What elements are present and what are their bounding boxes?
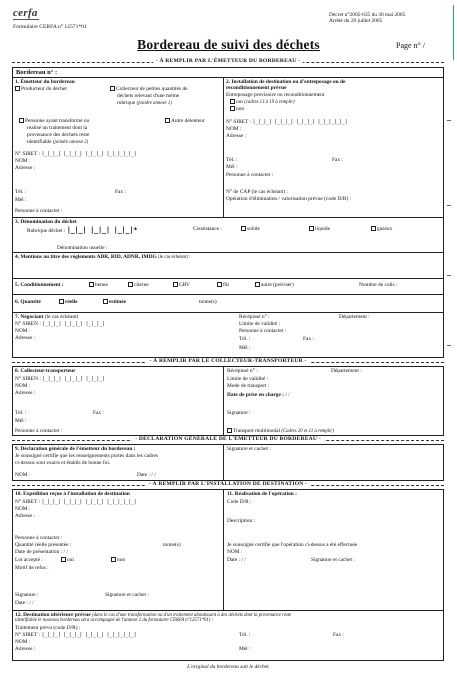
section-2-destination <box>224 78 443 218</box>
liquide-option[interactable] <box>309 226 330 232</box>
section-2-title: 2. Installation de destination ou d'entreposage ou de <box>226 79 346 85</box>
emitter-mel-field[interactable]: Mél : <box>15 197 27 203</box>
reelle-label: réelle <box>65 299 78 305</box>
date-label: Date : <box>137 472 151 478</box>
transporter-signature-field[interactable]: Signature : <box>227 410 251 416</box>
presentation-date-label: Date de présentation : <box>15 549 63 555</box>
producer-label: Producteur du déchet <box>21 86 67 92</box>
fut-checkbox[interactable] <box>217 282 222 287</box>
transporter-mel-field[interactable]: Mél : <box>15 418 27 424</box>
trader-limite-field[interactable]: Limite de validité : <box>239 321 281 327</box>
multimodal-label: Transport multimodal <box>233 428 280 434</box>
benne-option[interactable] <box>89 282 108 288</box>
cerfa-logo: cerfa <box>13 7 38 19</box>
siret-label: N° SIRET : <box>15 499 41 505</box>
edge-tick <box>447 205 451 206</box>
siren-digit-boxes[interactable]: |_|_|_| |_|_|_| |_|_|_| <box>42 376 105 382</box>
reception-siret-field[interactable] <box>15 499 136 506</box>
logo-underline <box>13 19 39 20</box>
band-declaration <box>12 436 444 444</box>
non-label: non <box>117 557 126 563</box>
section-12-note-2: identifiable le nouveau bordereau sera accompagné de l'annexe 2 du formulaire CERFA n°12571*01) : <box>15 618 214 623</box>
person-transformed-line4 <box>27 139 88 146</box>
declaration-signature-field[interactable]: Signature et cachet : <box>227 446 271 452</box>
trader-contact-field[interactable]: Personne à contacter : <box>239 328 287 334</box>
emitter-address-field[interactable]: Adresse : <box>15 165 36 171</box>
other-holder-checkbox[interactable] <box>165 118 170 123</box>
siret-label: N° SIRET : <box>226 119 252 125</box>
section-2-title-line2: reconditionnement prévue <box>226 85 287 91</box>
section-11-title: 11. Réalisation de l'opération : <box>227 491 297 497</box>
destination-address-field[interactable]: Adresse : <box>226 133 247 139</box>
declaration-date-field[interactable] <box>137 472 156 478</box>
section-4-title: 4. Mentions au titre des règlements ADR, RID, ADNR, IMDG <box>15 254 157 260</box>
transport-mode-field[interactable]: Mode de transport : <box>227 383 270 389</box>
destination-tel-field[interactable]: Tél. : <box>226 157 238 163</box>
consistance-label: Consistance : <box>193 226 222 232</box>
section-8-title: 8. Collecteur-transporteur <box>15 368 76 374</box>
quantity-presented-field[interactable]: Quantité réelle présentée : <box>15 542 72 548</box>
transporter-fax-field[interactable]: Fax : <box>93 410 104 416</box>
trader-recepisse-field[interactable]: Récépissé n° : <box>239 314 270 320</box>
section-8-transporter <box>12 366 444 436</box>
producer-option[interactable] <box>15 86 67 92</box>
benne-checkbox[interactable] <box>89 282 94 287</box>
page-title: Bordereau de suivi des déchets <box>137 37 320 52</box>
trader-departement-field[interactable]: Département : <box>339 314 370 320</box>
divider <box>13 610 443 611</box>
section-12-note-1: (dans le cas d'une transformation ou d'un traitement aboutissant à des déchets dont la provenance reste <box>92 613 292 618</box>
ulterior-tel-field[interactable]: Tél. : <box>239 632 251 638</box>
siret-label: N° SIRET : <box>15 632 41 638</box>
rubrique-field[interactable] <box>27 226 137 234</box>
trader-tel-field[interactable]: Tél. : <box>239 336 251 342</box>
lot-oui-checkbox[interactable] <box>61 557 66 562</box>
siret-digit-boxes[interactable]: |_|_|_| |_|_|_| |_|_|_| |_|_|_|_|_| <box>41 499 137 505</box>
citerne-label: citerne <box>134 282 149 288</box>
pickup-date-label: Date de prise en charge : <box>227 392 285 398</box>
ulterior-fax-field[interactable]: Fax : <box>333 632 344 638</box>
oui-label: oui <box>236 99 243 105</box>
operation-nom-field[interactable]: NOM : <box>227 549 243 555</box>
collector-small-label: Collecteur de petites quantités de <box>116 86 188 92</box>
section-4-note: (le cas échéant) : <box>158 255 191 260</box>
collector-small-option[interactable] <box>110 86 188 92</box>
lot-non-option[interactable] <box>111 557 125 563</box>
reception-address-field[interactable]: Adresse : <box>15 513 36 519</box>
section-3-title: 3. Dénomination du déchet <box>15 219 77 225</box>
band-collector-label: - À REMPLIR PAR LE COLLECTEUR-TRANSPORTEUR - <box>146 358 309 364</box>
collector-rubrique-label: rubrique <box>117 100 136 106</box>
section-3-waste <box>13 218 443 252</box>
siren-label: N° SIREN : <box>15 321 41 327</box>
edge-tick <box>447 120 451 121</box>
ulterior-siret-field[interactable] <box>15 632 136 639</box>
estimee-label: estimée <box>109 299 127 305</box>
column-divider <box>223 445 224 480</box>
emitter-fax-field[interactable]: Fax : <box>115 189 126 195</box>
denomination-field[interactable]: Dénomination usuelle : <box>57 245 108 251</box>
grv-label: GRV <box>179 282 190 288</box>
liquide-label: liquide <box>315 226 330 232</box>
lot-non-checkbox[interactable] <box>111 557 116 562</box>
reception-nom-field[interactable]: NOM : <box>15 506 31 512</box>
ulterior-mel-field[interactable]: Mél : <box>239 646 251 652</box>
band-emitter <box>12 58 444 66</box>
entreposage-non-option[interactable] <box>230 106 244 112</box>
fut-label: fût <box>223 282 229 288</box>
citerne-checkbox[interactable] <box>128 282 133 287</box>
identifiable-label: identifiable <box>27 139 52 145</box>
autre-checkbox[interactable] <box>255 282 260 287</box>
multimodal-note: (Cadres 20 et 21 à remplir) <box>281 429 334 434</box>
grv-option[interactable] <box>173 282 190 288</box>
section-5-title: 5. Conditionnement : <box>15 282 64 288</box>
operation-description-field[interactable]: Description : <box>227 518 255 524</box>
refusal-reason-field[interactable]: Motif de refus : <box>15 565 49 571</box>
collector-small-checkbox[interactable] <box>110 86 115 91</box>
planned-treatment-field[interactable]: Traitement prévu (code D/R) : <box>15 625 81 631</box>
lot-accepted-label: Lot accepté : <box>15 557 43 563</box>
transporter-siren-field[interactable] <box>15 376 105 383</box>
transporter-recepisse-field[interactable]: Récépissé n° : <box>227 368 258 374</box>
gazeux-label: gazeux <box>377 226 393 232</box>
siret-digit-boxes[interactable]: |_|_|_| |_|_|_| |_|_|_| |_|_|_|_|_| <box>41 151 137 157</box>
presentation-date-field[interactable] <box>15 549 68 555</box>
autre-option[interactable] <box>255 282 294 288</box>
quantity-tonnes-label: tonne(s) <box>163 542 181 548</box>
destination-mel-field[interactable]: Mél : <box>226 164 238 170</box>
estimee-option[interactable] <box>103 299 126 305</box>
emitter-block <box>12 67 444 358</box>
transporter-nom-field[interactable]: NOM : <box>15 383 31 389</box>
decree-line-1: Décret n°2005-635 du 30 mai 2005 <box>329 12 406 18</box>
citerne-option[interactable] <box>128 282 149 288</box>
oui-note: (cadres 13 à 19 à remplir) <box>244 100 295 105</box>
oui-label: oui <box>67 557 74 563</box>
section-7-note: (le cas échéant) <box>44 314 79 320</box>
reception-date-field[interactable] <box>15 600 34 606</box>
section-4-regulations <box>13 253 443 278</box>
destination-siret-field[interactable] <box>226 119 347 126</box>
siren-digit-boxes[interactable]: |_|_|_| |_|_|_| |_|_|_| <box>42 321 105 327</box>
other-holder-label: Autre détenteur <box>171 118 205 124</box>
transporter-departement-field[interactable]: Département : <box>331 368 362 374</box>
estimee-checkbox[interactable] <box>103 299 108 304</box>
solide-label: solide <box>247 226 260 232</box>
ulterior-nom-field[interactable]: NOM : <box>15 639 31 645</box>
column-divider <box>223 367 224 435</box>
section-7-title: 7. Négociant <box>15 314 44 320</box>
date-slashes: / / <box>29 600 34 606</box>
date-slashes: / / <box>151 472 156 478</box>
collector-annex-note: (joindre annexe 1) <box>136 101 172 106</box>
operation-signature-field[interactable]: Signature et cachet : <box>311 557 355 563</box>
person-transformed-line3: provenance des déchets reste <box>27 132 90 138</box>
section-12-title: 12. Destination ultérieure prévue <box>15 612 91 618</box>
band-declaration-label: - DÉCLARATION GÉNÉRALE DE L'ÉMETTEUR DU BORDEREAU - <box>132 436 324 442</box>
emitter-contact-field[interactable]: Personne à contacter : <box>15 208 63 214</box>
section-1-emitter <box>13 78 223 218</box>
operation-certify-text: Je soussigné certifie que l'opération ci-dessus a été effectuée <box>227 542 358 548</box>
person-transformed-line2: réalisé un traitement dont la <box>27 125 88 131</box>
gazeux-option[interactable] <box>371 226 392 232</box>
band-destination-label: - À REMPLIR PAR L'INSTALLATION DE DESTINATION - <box>146 481 310 487</box>
form-reference: Formulaire CERFA n° 12571*01 <box>13 24 87 30</box>
multimodal-checkbox[interactable] <box>227 428 232 433</box>
section-1-title: 1. Émetteur du bordereau <box>15 79 75 85</box>
decree-line-2: Arrêté du 29 juillet 2005 <box>329 18 383 25</box>
date-slashes: / / <box>63 549 68 555</box>
siren-label: N° SIREN : <box>15 376 41 382</box>
colis-field[interactable]: Nombre de colis : <box>359 282 398 288</box>
edge-tick <box>447 275 451 276</box>
date-slashes: / / <box>241 557 246 563</box>
reelle-option[interactable] <box>59 299 78 305</box>
siret-label: N° SIRET : <box>15 151 41 157</box>
section-9-title: 9. Déclaration générale de l'émetteur du bordereau : <box>15 446 136 452</box>
decree-reference <box>329 12 429 25</box>
trader-mel-field[interactable]: Mél : <box>239 345 251 351</box>
liquide-checkbox[interactable] <box>309 226 314 231</box>
producer-checkbox[interactable] <box>15 86 20 91</box>
person-transformed-checkbox[interactable] <box>19 118 24 123</box>
transporter-tel-field[interactable]: Tél. : <box>15 410 27 416</box>
destination-contact-field[interactable]: Personne à contacter : <box>226 172 274 178</box>
section-7-trader <box>13 313 443 358</box>
gazeux-checkbox[interactable] <box>371 226 376 231</box>
declaration-text-2: ci-dessus sont exacts et établis de bonne foi. <box>15 460 111 466</box>
section-9-declaration <box>12 444 444 481</box>
other-holder-option[interactable] <box>165 118 205 124</box>
destination-block <box>12 489 444 661</box>
section-6-title: 6. Quantité <box>15 299 41 305</box>
transporter-contact-field[interactable]: Personne à contacter : <box>15 428 63 434</box>
collector-small-line2: déchets relevant d'une même <box>117 93 180 99</box>
transporter-address-field[interactable]: Adresse : <box>15 390 36 396</box>
declaration-text-1: Je soussigné certifie que les renseignements portés dans les cadres <box>15 453 158 459</box>
person-transformed-label: Personne ayant transformé ou <box>25 118 90 124</box>
edge-tick <box>447 345 451 346</box>
emitter-nom-field[interactable]: NOM : <box>15 158 31 164</box>
page-number-field[interactable]: Page n° / <box>396 41 425 50</box>
benne-label: benne <box>95 282 108 288</box>
reception-signature-field[interactable]: Signature : <box>15 592 39 598</box>
trader-address-field[interactable]: Adresse : <box>15 335 36 341</box>
siret-digit-boxes[interactable]: |_|_|_| |_|_|_| |_|_|_| |_|_|_|_|_| <box>41 632 137 638</box>
band-emitter-label: - À REMPLIR PAR L'ÉMETTEUR DU BORDEREAU - <box>153 58 303 64</box>
trader-nom-field[interactable]: NOM : <box>15 328 31 334</box>
lot-oui-option[interactable] <box>61 557 74 563</box>
entreposage-oui-checkbox[interactable] <box>230 99 235 104</box>
grv-checkbox[interactable] <box>173 282 178 287</box>
solide-checkbox[interactable] <box>241 226 246 231</box>
pickup-date-slashes: / / <box>285 392 290 398</box>
non-label: non <box>236 106 245 112</box>
regulations-field[interactable] <box>15 254 190 261</box>
operation-code-field[interactable]: Code D/R : <box>227 499 252 505</box>
section-5-packaging <box>13 279 443 294</box>
section-7-heading <box>15 314 78 320</box>
transporter-limite-field[interactable]: Limite de validité : <box>227 376 269 382</box>
ulterior-address-field[interactable]: Adresse : <box>15 646 36 652</box>
rubrique-label: Rubrique déchet : <box>27 228 66 234</box>
collector-small-line3 <box>117 100 172 107</box>
pickup-date-field[interactable] <box>227 392 290 398</box>
footer-note: L'original du bordereau suit le déchet. <box>187 664 270 670</box>
operation-date-field[interactable] <box>227 557 246 563</box>
declaration-nom-field[interactable]: NOM : <box>15 472 31 478</box>
reception-contact-field[interactable]: Personne à contacter : <box>15 535 63 541</box>
entreposage-non-checkbox[interactable] <box>230 106 235 111</box>
section-6-quantity <box>13 295 443 312</box>
destination-cap-field[interactable]: N° de CAP (le cas échéant) : <box>226 189 288 195</box>
solide-option[interactable] <box>241 226 260 232</box>
destination-nom-field[interactable]: NOM : <box>226 126 242 132</box>
trader-siren-field[interactable] <box>15 321 105 328</box>
band-destination <box>12 481 444 489</box>
entreposage-oui-option[interactable] <box>230 99 295 106</box>
destination-operation-field[interactable]: Opération d'élimination / valorisation prévue (code D/R) : <box>226 196 352 202</box>
trader-fax-field[interactable]: Fax : <box>303 336 314 342</box>
reception-signature-cachet-field[interactable]: Signature et cachet : <box>105 592 149 598</box>
section-10-title: 10. Expédition reçue à l'installation de destination <box>15 491 130 497</box>
column-divider <box>223 490 224 611</box>
multimodal-option[interactable] <box>227 428 334 435</box>
tonnes-field[interactable]: tonne(s) <box>199 299 217 305</box>
entreposage-label: Entreposage provisoire ou reconditionnement <box>226 92 325 98</box>
bordereau-number-label[interactable]: Bordereau n° : <box>16 69 58 76</box>
person-annex-note: (joindre annexe 2) <box>52 140 89 145</box>
date-label: Date : <box>227 557 241 563</box>
siret-digit-boxes[interactable]: |_|_|_| |_|_|_| |_|_|_| |_|_|_|_|_| <box>252 119 348 125</box>
person-transformed-option[interactable] <box>19 118 89 124</box>
band-collector <box>12 358 444 366</box>
reelle-checkbox[interactable] <box>59 299 64 304</box>
destination-fax-field[interactable]: Fax : <box>332 157 343 163</box>
fut-option[interactable] <box>217 282 229 288</box>
autre-label: autre (préciser) <box>261 282 294 288</box>
emitter-siret-field[interactable] <box>15 151 136 158</box>
rubrique-digit-boxes[interactable]: |_|_| |_|_| |_|_|* <box>66 226 138 234</box>
emitter-tel-field[interactable]: Tél. : <box>15 189 27 195</box>
date-label: Date : <box>15 600 29 606</box>
